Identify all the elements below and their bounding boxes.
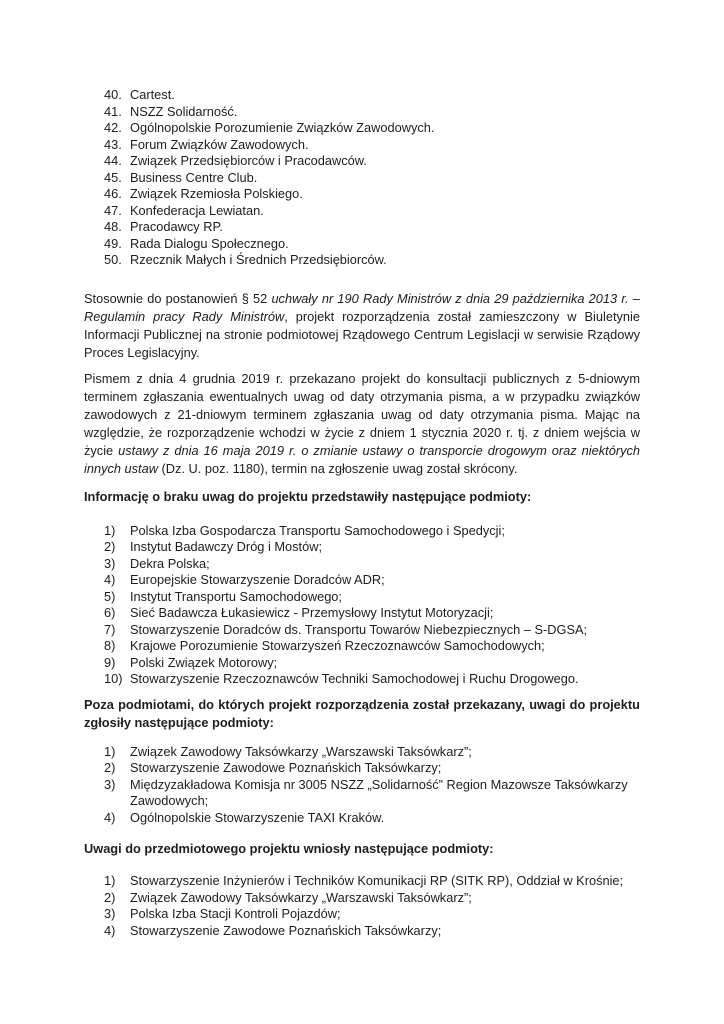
list-item (84, 605, 640, 622)
list-item-text: Konfederacja Lewiatan. (130, 202, 264, 218)
list-item-number: 42. (104, 120, 122, 135)
list-item (84, 137, 640, 154)
list-item-number: 4) (104, 572, 116, 587)
list-item-number: 1) (104, 743, 116, 759)
list-item-number: 50. (104, 252, 122, 267)
list-item-number: 48. (104, 219, 122, 234)
list-item (84, 671, 640, 688)
list-item-text: NSZZ Solidarność. (130, 103, 238, 119)
list-item-text: Związek Zawodowy Taksówkarzy „Warszawski Taksówkarz”; (130, 743, 472, 759)
list-item-text: Dekra Polska; (130, 555, 210, 571)
list-item (84, 87, 640, 104)
list-item (84, 252, 640, 269)
list-item-text: Ogólnopolskie Stowarzyszenie TAXI Kraków. (130, 809, 385, 825)
list-item-text: Pracodawcy RP. (130, 219, 223, 234)
paragraph-consultation (84, 370, 640, 478)
list-item (84, 219, 640, 236)
list-item (84, 203, 640, 220)
list-item-number: 1) (104, 522, 116, 538)
text-run-italic: ustawy z dnia 16 maja 2019 r. o zmianie ustawy o transporcie drogowym oraz niektórych innych ustaw (84, 442, 640, 476)
list-item-text: Międzyzakładowa Komisja nr 3005 NSZZ „Solidarność” Region Mazowsze Taksówkarzy Zawodowych; (130, 776, 628, 808)
list-item (84, 873, 640, 890)
list-item-number: 2) (104, 889, 116, 905)
list-item (84, 556, 640, 573)
list-item-text: Stowarzyszenie Zawodowe Poznańskich Taksówkarzy; (130, 760, 442, 775)
list-item-number: 49. (104, 235, 122, 251)
list-item-number: 4) (104, 922, 116, 938)
list-item (84, 906, 640, 923)
list-item (84, 170, 640, 187)
list-item-number: 43. (104, 136, 122, 152)
list-item-text: Polska Izba Gospodarcza Transportu Samochodowego i Spedycji; (130, 522, 505, 538)
list-item-text: Związek Przedsiębiorców i Pracodawców. (130, 153, 367, 168)
text-run: (Dz. U. poz. 1180), termin na zgłoszenie uwag został skrócony. (157, 460, 518, 476)
list-item-number: 40. (104, 87, 122, 102)
list-item-text: Polski Związek Motorowy; (130, 654, 278, 670)
list-item-text: Rada Dialogu Społecznego. (130, 235, 289, 251)
list-item (84, 572, 640, 589)
list-item-number: 7) (104, 621, 116, 637)
list-item (84, 186, 640, 203)
list-item-text: Stowarzyszenie Doradców ds. Transportu Towarów Niebezpiecznych – S-DGSA; (130, 621, 588, 637)
list-item-text: Ogólnopolskie Porozumienie Związków Zawodowych. (130, 120, 435, 135)
list-item-text: Stowarzyszenie Inżynierów i Techników Komunikacji RP (SITK RP), Oddział w Krośnie; (130, 873, 624, 888)
list-item (84, 777, 640, 810)
list-item-text: Instytut Badawczy Dróg i Mostów; (130, 539, 323, 554)
list-item (84, 655, 640, 672)
list-item (84, 622, 640, 639)
text-run-italic: uchwały nr 190 Rady Ministrów z dnia 29 października 2013 r. – Regulamin pracy Rady Ministrów (84, 290, 640, 324)
list-item-text: Cartest. (130, 87, 175, 102)
list-external-comment-entities (84, 744, 640, 827)
text-run: Pismem z dnia 4 grudnia 2019 r. przekazano projekt do konsultacji publicznych z 5-dniowym terminem zgłaszania ewentualnych uwag od daty otrzymania pisma, a w przypadku związków zawodowych z 21-dniowym terminem zgłaszania uwag od daty otrzymania pisma. Mając na względzie, że rozporządzenie wchodzi w życie z dniem 1 stycznia 2020 r. tj. z dniem wejścia w życie (84, 370, 640, 458)
list-item-text: Business Centre Club. (130, 169, 258, 185)
list-item (84, 890, 640, 907)
list-item-text: Stowarzyszenie Zawodowe Poznańskich Taksówkarzy; (130, 922, 442, 938)
list-item-number: 8) (104, 638, 116, 653)
list-item (84, 744, 640, 761)
list-item-number: 41. (104, 103, 122, 119)
list-item-number: 45. (104, 169, 122, 185)
list-item-text: Europejskie Stowarzyszenie Doradców ADR; (130, 572, 385, 587)
text-run: Stosownie do postanowień § 52 (84, 290, 272, 306)
list-item-number: 44. (104, 153, 122, 168)
list-item (84, 523, 640, 540)
list-no-comments-entities (84, 523, 640, 688)
list-item-number: 3) (104, 555, 116, 571)
list-item-text: Instytut Transportu Samochodowego; (130, 588, 342, 604)
list-item (84, 638, 640, 655)
list-item-number: 10) (104, 671, 123, 686)
list-item-number: 46. (104, 186, 122, 201)
list-consultation-recipients (84, 87, 640, 269)
list-item-number: 3) (104, 906, 116, 921)
list-item-text: Sieć Badawcza Łukasiewicz - Przemysłowy Instytut Motoryzacji; (130, 605, 494, 620)
list-item-number: 47. (104, 202, 122, 218)
list-comment-entities (84, 873, 640, 939)
list-item (84, 120, 640, 137)
text-run: , projekt rozporządzenia został zamieszczony w Biuletynie Informacji Publicznej na stronie podmiotowej Rządowego Centrum Legislacji w serwisie Rządowy Proces Legislacyjny. (84, 308, 640, 360)
list-item-number: 2) (104, 760, 116, 775)
heading-no-comments: Informację o braku uwag do projektu przedstawiły następujące podmioty: (84, 488, 532, 504)
list-item-text: Rzecznik Małych i Średnich Przedsiębiorców. (130, 252, 387, 267)
list-item (84, 153, 640, 170)
list-item (84, 236, 640, 253)
list-item (84, 589, 640, 606)
list-item-text: Polska Izba Stacji Kontroli Pojazdów; (130, 906, 341, 921)
list-item-text: Forum Związków Zawodowych. (130, 136, 309, 152)
list-item (84, 539, 640, 556)
list-item-text: Związek Zawodowy Taksówkarzy „Warszawski Taksówkarz”; (130, 889, 472, 905)
list-item-number: 6) (104, 605, 116, 620)
list-item-number: 4) (104, 809, 116, 825)
list-item-text: Związek Rzemiosła Polskiego. (130, 186, 303, 201)
paragraph-publication (84, 290, 640, 362)
heading-external-comments: Poza podmiotami, do których projekt rozporządzenia został przekazany, uwagi do projektu zgłosiły następujące podmioty: (84, 696, 640, 730)
list-item-number: 1) (104, 873, 116, 888)
list-item (84, 810, 640, 827)
list-item (84, 760, 640, 777)
heading-comments: Uwagi do przedmiotowego projektu wniosły następujące podmioty: (84, 841, 494, 856)
list-item-number: 5) (104, 588, 116, 604)
list-item-number: 2) (104, 539, 116, 554)
list-item-number: 3) (104, 776, 116, 792)
list-item (84, 104, 640, 121)
list-item (84, 923, 640, 940)
list-item-text: Stowarzyszenie Rzeczoznawców Techniki Samochodowej i Ruchu Drogowego. (130, 671, 579, 686)
list-item-text: Krajowe Porozumienie Stowarzyszeń Rzeczoznawców Samochodowych; (130, 638, 545, 653)
list-item-number: 9) (104, 654, 116, 670)
